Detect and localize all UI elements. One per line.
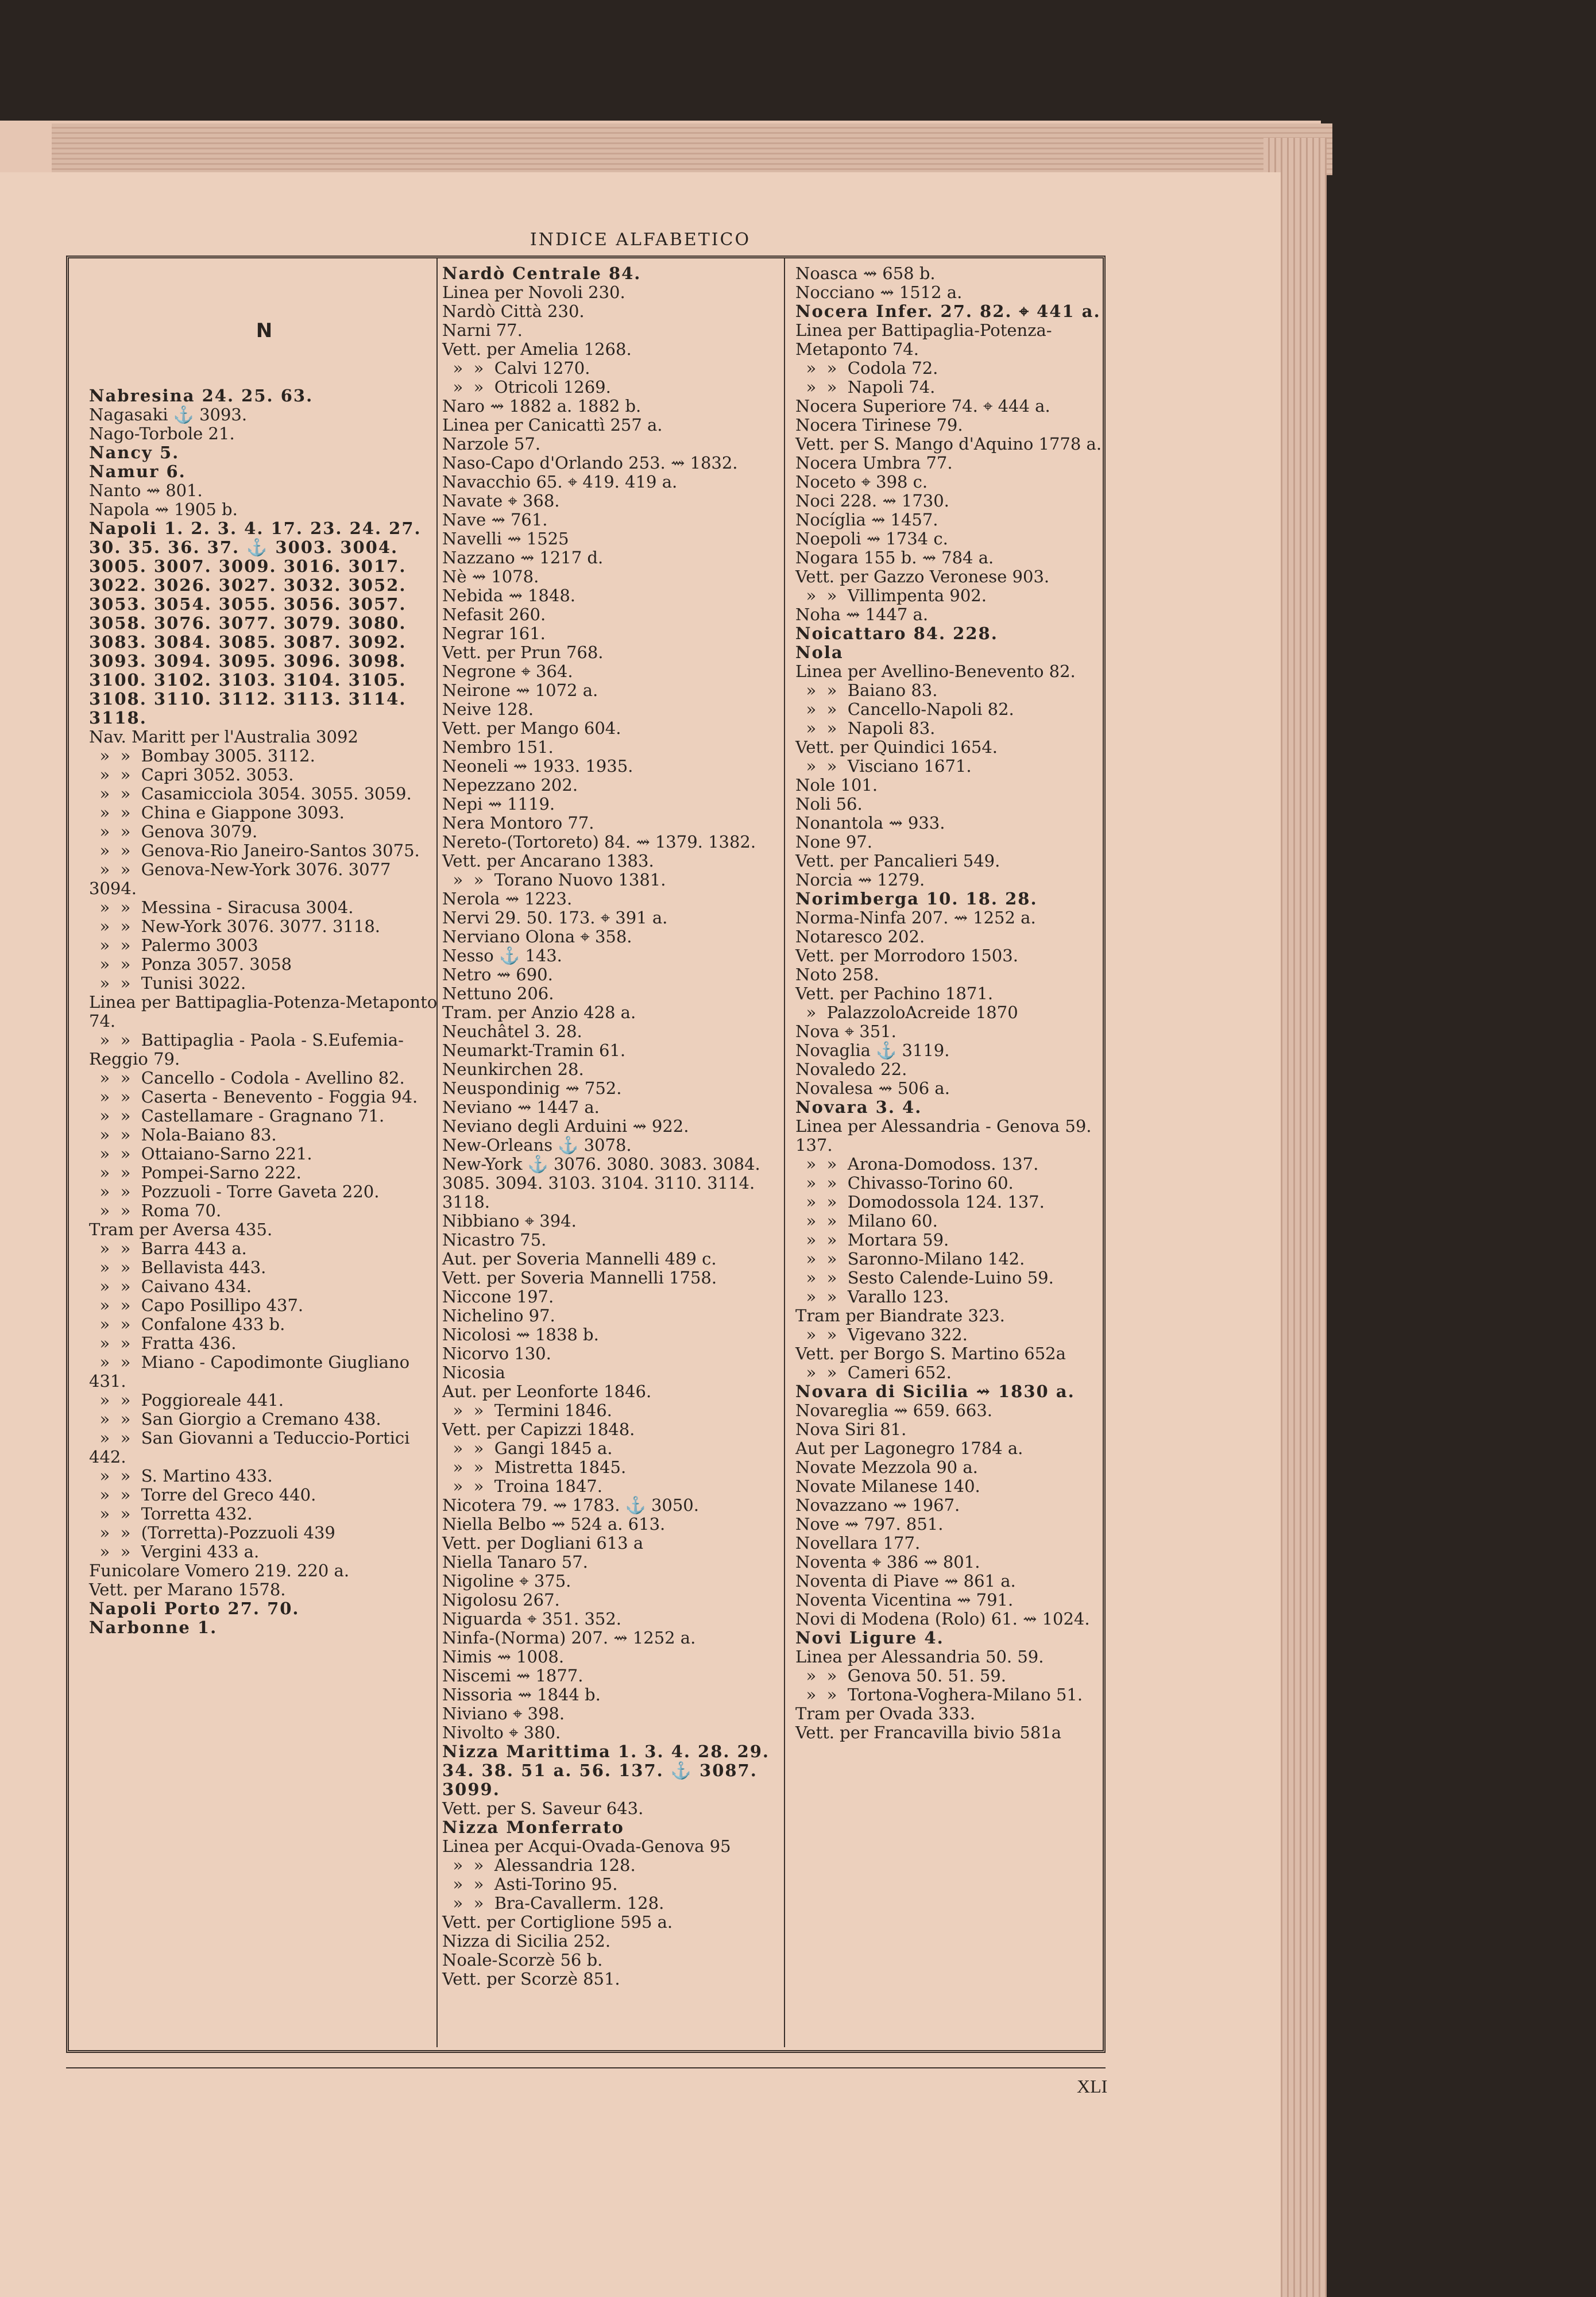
- index-entry: Narni 77.: [442, 320, 523, 340]
- index-entry: Vett. per Soveria Mannelli 1758.: [442, 1268, 717, 1287]
- index-entry: » » Ponza 3057. 3058: [89, 954, 292, 974]
- index-entry: Novara 3. 4.: [795, 1097, 922, 1117]
- index-entry: Nesso ⚓ 143.: [442, 946, 562, 965]
- index-entry: Noicattaro 84. 228.: [795, 624, 998, 643]
- index-entry: Linea per Battipaglia-Potenza-Metaponto 74.: [89, 992, 443, 1031]
- index-entry: Vett. per Scorzè 851.: [442, 1969, 620, 1989]
- index-entry: Nicorvo 130.: [442, 1344, 551, 1363]
- index-entry: Neuchâtel 3. 28.: [442, 1022, 582, 1041]
- index-entry: Nagasaki ⚓ 3093.: [89, 405, 248, 424]
- index-entry: Nocera Umbra 77.: [795, 453, 953, 473]
- index-entry: Vett. per Capizzi 1848.: [442, 1420, 635, 1439]
- index-entry: Noventa Vicentina ⇝ 791.: [795, 1590, 1014, 1610]
- index-entry: Noto 258.: [795, 965, 879, 984]
- index-entry: Novalesa ⇝ 506 a.: [795, 1078, 950, 1098]
- index-entry: Tram. per Anzio 428 a.: [442, 1003, 636, 1022]
- index-entry: Nizza Marittima 1. 3. 4. 28. 29. 34. 38. 51 a. 56. 137. ⚓ 3087. 3099.: [442, 1742, 777, 1799]
- index-entry: Vett. per Mango 604.: [442, 718, 621, 738]
- index-entry: Aut. per Soveria Mannelli 489 c.: [442, 1249, 717, 1269]
- index-entry: » » Ottaiano-Sarno 221.: [89, 1144, 312, 1163]
- index-entry: Neoneli ⇝ 1933. 1935.: [442, 756, 633, 776]
- index-entry: Nefasit 260.: [442, 605, 546, 624]
- index-entry: Nivolto ⌖ 380.: [442, 1723, 561, 1742]
- index-entry: Navate ⌖ 368.: [442, 491, 560, 511]
- index-entry: » » New-York 3076. 3077. 3118.: [89, 917, 381, 936]
- entry-list: [795, 264, 1117, 1742]
- index-entry: Neuspondinig ⇝ 752.: [442, 1078, 622, 1098]
- index-entry: Nè ⇝ 1078.: [442, 567, 539, 586]
- index-entry: Linea per Alessandria - Genova 59. 137.: [795, 1116, 1097, 1155]
- index-entry: » » Cameri 652.: [795, 1363, 952, 1382]
- index-entry: Nicosia: [442, 1363, 505, 1382]
- index-entry: Vett. per S. Saveur 643.: [442, 1799, 644, 1818]
- index-entry: Tram per Aversa 435.: [89, 1220, 273, 1239]
- index-entry: » » San Giorgio a Cremano 438.: [89, 1409, 381, 1429]
- index-entry: Nova ⌖ 351.: [795, 1022, 896, 1041]
- index-entry: Noci 228. ⇝ 1730.: [795, 491, 949, 511]
- index-entry: Vett. per Gazzo Veronese 903.: [795, 567, 1050, 586]
- index-entry: Nove ⇝ 797. 851.: [795, 1514, 944, 1534]
- page-edges-top: [52, 123, 1332, 175]
- index-entry: » » Genova-Rio Janeiro-Santos 3075.: [89, 841, 420, 860]
- index-entry: Vett. per Morrodoro 1503.: [795, 946, 1018, 965]
- index-entry: Navacchio 65. ⌖ 419. 419 a.: [442, 472, 678, 492]
- index-entry: Ninfa-(Norma) 207. ⇝ 1252 a.: [442, 1628, 696, 1648]
- index-entry: Noepoli ⇝ 1734 c.: [795, 529, 948, 548]
- index-entry: » » Arona-Domodoss. 137.: [795, 1154, 1039, 1174]
- index-entry: » » Baiano 83.: [795, 680, 938, 700]
- index-entry: Nova Siri 81.: [795, 1420, 907, 1439]
- index-entry: Nimis ⇝ 1008.: [442, 1647, 565, 1666]
- index-entry: Linea per Avellino-Benevento 82.: [795, 662, 1076, 681]
- index-entry: Niscemi ⇝ 1877.: [442, 1666, 583, 1685]
- index-entry: » » San Giovanni a Teduccio-Portici 442.: [89, 1428, 415, 1467]
- index-entry: » » Palermo 3003: [89, 935, 258, 955]
- index-entry: Nardò Città 230.: [442, 301, 585, 321]
- index-entry: » » Poggioreale 441.: [89, 1390, 284, 1410]
- book-page: [0, 172, 1281, 2297]
- index-entry: Novara di Sicilia ⇝ 1830 a.: [795, 1382, 1075, 1401]
- index-entry: » » Pompei-Sarno 222.: [89, 1163, 302, 1182]
- index-entry: Nole 101.: [795, 775, 878, 795]
- page-header: INDICE ALFABETICO: [530, 230, 751, 250]
- index-entry: Novate Mezzola 90 a.: [795, 1457, 978, 1477]
- index-entry: Novellara 177.: [795, 1533, 921, 1553]
- index-entry: Navelli ⇝ 1525: [442, 529, 569, 548]
- section-letter: N: [256, 319, 273, 342]
- index-entry: Niella Tanaro 57.: [442, 1552, 588, 1572]
- index-column-1: [89, 264, 443, 1637]
- index-entry: » » Nola-Baiano 83.: [89, 1125, 277, 1144]
- index-entry: Nicotera 79. ⇝ 1783. ⚓ 3050.: [442, 1495, 699, 1515]
- index-entry: » » Pozzuoli - Torre Gaveta 220.: [89, 1182, 380, 1201]
- index-entry: Novi Ligure 4.: [795, 1628, 944, 1648]
- index-entry: Linea per Alessandria 50. 59.: [795, 1647, 1044, 1666]
- index-entry: None 97.: [795, 832, 873, 852]
- index-entry: » » Cancello-Napoli 82.: [795, 699, 1014, 719]
- index-entry: Novazzano ⇝ 1967.: [795, 1495, 960, 1515]
- index-entry: » » Caivano 434.: [89, 1277, 252, 1296]
- index-column-2: [442, 264, 775, 1989]
- index-entry: Noceto ⌖ 398 c.: [795, 472, 928, 492]
- index-entry: Linea per Battipaglia-Potenza-Metaponto 74.: [795, 320, 1052, 359]
- index-entry: Noventa di Piave ⇝ 861 a.: [795, 1571, 1016, 1591]
- index-entry: » » Caserta - Benevento - Foggia 94.: [89, 1087, 418, 1107]
- index-entry: Nibbiano ⌖ 394.: [442, 1211, 577, 1231]
- index-entry: Nancy 5.: [89, 443, 180, 462]
- index-entry: Naso-Capo d'Orlando 253. ⇝ 1832.: [442, 453, 738, 473]
- index-entry: » » Milano 60.: [795, 1211, 938, 1231]
- index-entry: Niguarda ⌖ 351. 352.: [442, 1609, 622, 1629]
- index-entry: » » S. Martino 433.: [89, 1466, 273, 1486]
- index-entry: Noha ⇝ 1447 a.: [795, 605, 929, 624]
- index-entry: » » Codola 72.: [795, 358, 938, 378]
- bottom-rule: [66, 2067, 1106, 2068]
- index-entry: Vett. per Dogliani 613 a: [442, 1533, 644, 1553]
- index-entry: Namur 6.: [89, 462, 186, 481]
- index-entry: Norimberga 10. 18. 28.: [795, 889, 1038, 908]
- index-entry: Funicolare Vomero 219. 220 a.: [89, 1561, 350, 1580]
- index-entry: » » Mortara 59.: [795, 1230, 949, 1250]
- index-entry: Noale-Scorzè 56 b.: [442, 1950, 603, 1970]
- index-entry: Noli 56.: [795, 794, 863, 814]
- index-entry: Vett. per Pachino 1871.: [795, 984, 994, 1003]
- index-entry: Aut. per Leonforte 1846.: [442, 1382, 652, 1401]
- index-entry: » » Termini 1846.: [442, 1401, 612, 1420]
- index-entry: » » Bombay 3005. 3112.: [89, 746, 315, 765]
- index-entry: Nanto ⇝ 801.: [89, 481, 203, 500]
- index-entry: Novate Milanese 140.: [795, 1476, 980, 1496]
- index-entry: » » Napoli 83.: [795, 718, 936, 738]
- index-entry: » » Napoli 74.: [795, 377, 936, 397]
- index-entry: Vett. per Amelia 1268.: [442, 339, 632, 359]
- index-entry: Aut per Lagonegro 1784 a.: [795, 1438, 1023, 1458]
- index-entry: Notaresco 202.: [795, 927, 925, 946]
- index-entry: Vett. per Prun 768.: [442, 643, 604, 662]
- index-entry: Nazzano ⇝ 1217 d.: [442, 548, 604, 567]
- index-entry: » » Roma 70.: [89, 1201, 222, 1220]
- index-entry: Noasca ⇝ 658 b.: [795, 264, 936, 283]
- index-entry: Narbonne 1.: [89, 1618, 218, 1637]
- index-entry: Nocera Tirinese 79.: [795, 415, 963, 435]
- index-entry: » » Visciano 1671.: [795, 756, 972, 776]
- index-entry: Norcia ⇝ 1279.: [795, 870, 925, 890]
- index-entry: Naro ⇝ 1882 a. 1882 b.: [442, 396, 642, 416]
- index-entry: Nola: [795, 643, 844, 662]
- index-entry: Negrone ⌖ 364.: [442, 662, 573, 681]
- index-entry: Neunkirchen 28.: [442, 1059, 584, 1079]
- page-number: XLI: [1077, 2076, 1108, 2097]
- index-entry: Neive 128.: [442, 699, 534, 719]
- index-entry: New-York ⚓ 3076. 3080. 3083. 3084. 3085. 3094. 3103. 3104. 3110. 3114. 3118.: [442, 1154, 766, 1212]
- index-entry: » » Alessandria 128.: [442, 1855, 636, 1875]
- index-entry: Nebida ⇝ 1848.: [442, 586, 575, 605]
- index-entry: Niella Belbo ⇝ 524 a. 613.: [442, 1514, 666, 1534]
- index-entry: » » Cancello - Codola - Avellino 82.: [89, 1068, 405, 1088]
- index-entry: » » Torre del Greco 440.: [89, 1485, 316, 1505]
- index-entry: Linea per Novoli 230.: [442, 283, 625, 302]
- index-column-3: [795, 264, 1117, 1742]
- index-entry: » » Bra-Cavallerm. 128.: [442, 1893, 664, 1913]
- index-entry: Napoli Porto 27. 70.: [89, 1599, 300, 1618]
- index-entry: Nera Montoro 77.: [442, 813, 594, 833]
- index-entry: Napola ⇝ 1905 b.: [89, 500, 238, 519]
- index-entry: » » Vigevano 322.: [795, 1325, 968, 1344]
- index-entry: » » Capri 3052. 3053.: [89, 765, 294, 784]
- index-entry: Nembro 151.: [442, 737, 554, 757]
- index-entry: Nigolosu 267.: [442, 1590, 560, 1610]
- index-entry: Linea per Acqui-Ovada-Genova 95: [442, 1836, 731, 1856]
- index-entry: Vett. per Marano 1578.: [89, 1580, 286, 1599]
- index-entry: » » Troina 1847.: [442, 1476, 602, 1496]
- index-entry: » » Chivasso-Torino 60.: [795, 1173, 1014, 1193]
- index-entry: Nicastro 75.: [442, 1230, 547, 1250]
- index-entry: » » (Torretta)-Pozzuoli 439: [89, 1523, 335, 1542]
- index-entry: Vett. per Ancarano 1383.: [442, 851, 654, 871]
- index-entry: Noventa ⌖ 386 ⇝ 801.: [795, 1552, 980, 1572]
- index-entry: Nocera Infer. 27. 82. ⌖ 441 a.: [795, 301, 1101, 321]
- index-entry: Tram per Ovada 333.: [795, 1704, 976, 1723]
- index-entry: Vett. per S. Mango d'Aquino 1778 a.: [795, 434, 1102, 454]
- index-entry: » » Asti-Torino 95.: [442, 1874, 618, 1894]
- index-entry: » » Battipaglia - Paola - S.Eufemia-Reggio 79.: [89, 1030, 404, 1069]
- index-entry: Netro ⇝ 690.: [442, 965, 553, 984]
- entry-list: [89, 386, 443, 1637]
- index-entry: » PalazzoloAcreide 1870: [795, 1003, 1018, 1022]
- index-entry: Nonantola ⇝ 933.: [795, 813, 945, 833]
- index-entry: Novaledo 22.: [795, 1059, 907, 1079]
- index-entry: Nigoline ⌖ 375.: [442, 1571, 571, 1591]
- index-entry: » » Saronno-Milano 142.: [795, 1249, 1025, 1269]
- index-entry: » » Otricoli 1269.: [442, 377, 611, 397]
- index-entry: Nocera Superiore 74. ⌖ 444 a.: [795, 396, 1050, 416]
- column-divider: [784, 258, 785, 2047]
- index-entry: Nago-Torbole 21.: [89, 424, 235, 443]
- index-entry: » » Genova 50. 51. 59.: [795, 1666, 1006, 1685]
- index-entry: » » Bellavista 443.: [89, 1258, 266, 1277]
- index-entry: » » Genova-New-York 3076. 3077 3094.: [89, 860, 396, 898]
- index-entry: » » Tortona-Voghera-Milano 51.: [795, 1685, 1083, 1704]
- index-entry: » » Messina - Siracusa 3004.: [89, 898, 354, 917]
- index-entry: Vett. per Pancalieri 549.: [795, 851, 1000, 871]
- index-entry: » » Torano Nuovo 1381.: [442, 870, 666, 890]
- entry-list: [442, 264, 775, 1989]
- index-entry: Nerviano Olona ⌖ 358.: [442, 927, 632, 946]
- index-entry: » » Capo Posillipo 437.: [89, 1296, 304, 1315]
- index-entry: Nav. Maritt per l'Australia 3092: [89, 727, 358, 747]
- index-entry: » » Mistretta 1845.: [442, 1457, 627, 1477]
- index-entry: Neirone ⇝ 1072 a.: [442, 680, 598, 700]
- index-entry: Negrar 161.: [442, 624, 546, 643]
- index-entry: » » Gangi 1845 a.: [442, 1438, 613, 1458]
- index-entry: Novi di Modena (Rolo) 61. ⇝ 1024.: [795, 1609, 1090, 1629]
- index-entry: » » Barra 443 a.: [89, 1239, 247, 1258]
- index-entry: Neviano ⇝ 1447 a.: [442, 1097, 600, 1117]
- index-entry: » » Miano - Capodimonte Giugliano 431.: [89, 1352, 415, 1391]
- index-entry: » » China e Giappone 3093.: [89, 803, 345, 822]
- index-entry: Linea per Canicattì 257 a.: [442, 415, 663, 435]
- index-entry: Nizza di Sicilia 252.: [442, 1931, 611, 1951]
- index-entry: Nepi ⇝ 1119.: [442, 794, 555, 814]
- index-entry: » » Genova 3079.: [89, 822, 258, 841]
- index-entry: » » Torretta 432.: [89, 1504, 253, 1523]
- index-entry: » » Tunisi 3022.: [89, 973, 246, 993]
- index-entry: Nocíglia ⇝ 1457.: [795, 510, 938, 529]
- index-entry: Neviano degli Arduini ⇝ 922.: [442, 1116, 689, 1136]
- index-entry: Niviano ⌖ 398.: [442, 1704, 565, 1723]
- index-entry: » » Sesto Calende-Luino 59.: [795, 1268, 1054, 1287]
- index-entry: » » Domodossola 124. 137.: [795, 1192, 1045, 1212]
- index-entry: » » Fratta 436.: [89, 1333, 237, 1353]
- index-entry: Nabresina 24. 25. 63.: [89, 386, 314, 405]
- index-entry: Nissoria ⇝ 1844 b.: [442, 1685, 601, 1704]
- index-entry: » » Vergini 433 a.: [89, 1542, 260, 1561]
- index-entry: Narzole 57.: [442, 434, 541, 454]
- index-entry: Vett. per Quindici 1654.: [795, 737, 998, 757]
- index-entry: Vett. per Francavilla bivio 581a: [795, 1723, 1062, 1742]
- index-entry: Nave ⇝ 761.: [442, 510, 548, 529]
- index-entry: Novaglia ⚓ 3119.: [795, 1041, 950, 1060]
- index-entry: Neumarkt-Tramin 61.: [442, 1041, 626, 1060]
- index-entry: Niccone 197.: [442, 1287, 554, 1306]
- index-entry: Nicolosi ⇝ 1838 b.: [442, 1325, 599, 1344]
- index-entry: » » Varallo 123.: [795, 1287, 949, 1306]
- index-entry: Nerola ⇝ 1223.: [442, 889, 573, 908]
- index-entry: Nepezzano 202.: [442, 775, 578, 795]
- index-entry: Nichelino 97.: [442, 1306, 555, 1325]
- index-entry: Tram per Biandrate 323.: [795, 1306, 1005, 1325]
- index-entry: » » Casamicciola 3054. 3055. 3059.: [89, 784, 412, 803]
- index-entry: Norma-Ninfa 207. ⇝ 1252 a.: [795, 908, 1036, 927]
- index-entry: Nervi 29. 50. 173. ⌖ 391 a.: [442, 908, 668, 927]
- index-entry: Napoli 1. 2. 3. 4. 17. 23. 24. 27. 30. 35. 36. 37. ⚓ 3003. 3004. 3005. 3007. 3009. 3016. 3017. 3022. 3026. 3027. 3032. 3052. 3053. 3054. 3055. 3056. 3057. 3058. 3076. 3077. 3079. 3080. 3083. 3084. 3085. 3087. 3092. 3093. 3094. 3095. 3096. 3098. 3100. 3102. 3103. 3104. 3105. 3108. 3110. 3112. 3113. 3114. 3118.: [89, 519, 428, 728]
- index-entry: Vett. per Borgo S. Martino 652a: [795, 1344, 1066, 1363]
- index-entry: » » Calvi 1270.: [442, 358, 590, 378]
- index-entry: Nocciano ⇝ 1512 a.: [795, 283, 963, 302]
- index-entry: Nettuno 206.: [442, 984, 554, 1003]
- index-entry: Nogara 155 b. ⇝ 784 a.: [795, 548, 994, 567]
- index-entry: Nizza Monferrato: [442, 1818, 624, 1837]
- index-entry: Vett. per Cortiglione 595 a.: [442, 1912, 673, 1932]
- index-entry: » » Castellamare - Gragnano 71.: [89, 1106, 385, 1126]
- index-entry: Novareglia ⇝ 659. 663.: [795, 1401, 993, 1420]
- index-entry: Nereto-(Tortoreto) 84. ⇝ 1379. 1382.: [442, 832, 756, 852]
- index-entry: Nardò Centrale 84.: [442, 264, 642, 283]
- index-entry: » » Confalone 433 b.: [89, 1314, 285, 1334]
- index-entry: New-Orleans ⚓ 3078.: [442, 1135, 632, 1155]
- index-entry: » » Villimpenta 902.: [795, 586, 987, 605]
